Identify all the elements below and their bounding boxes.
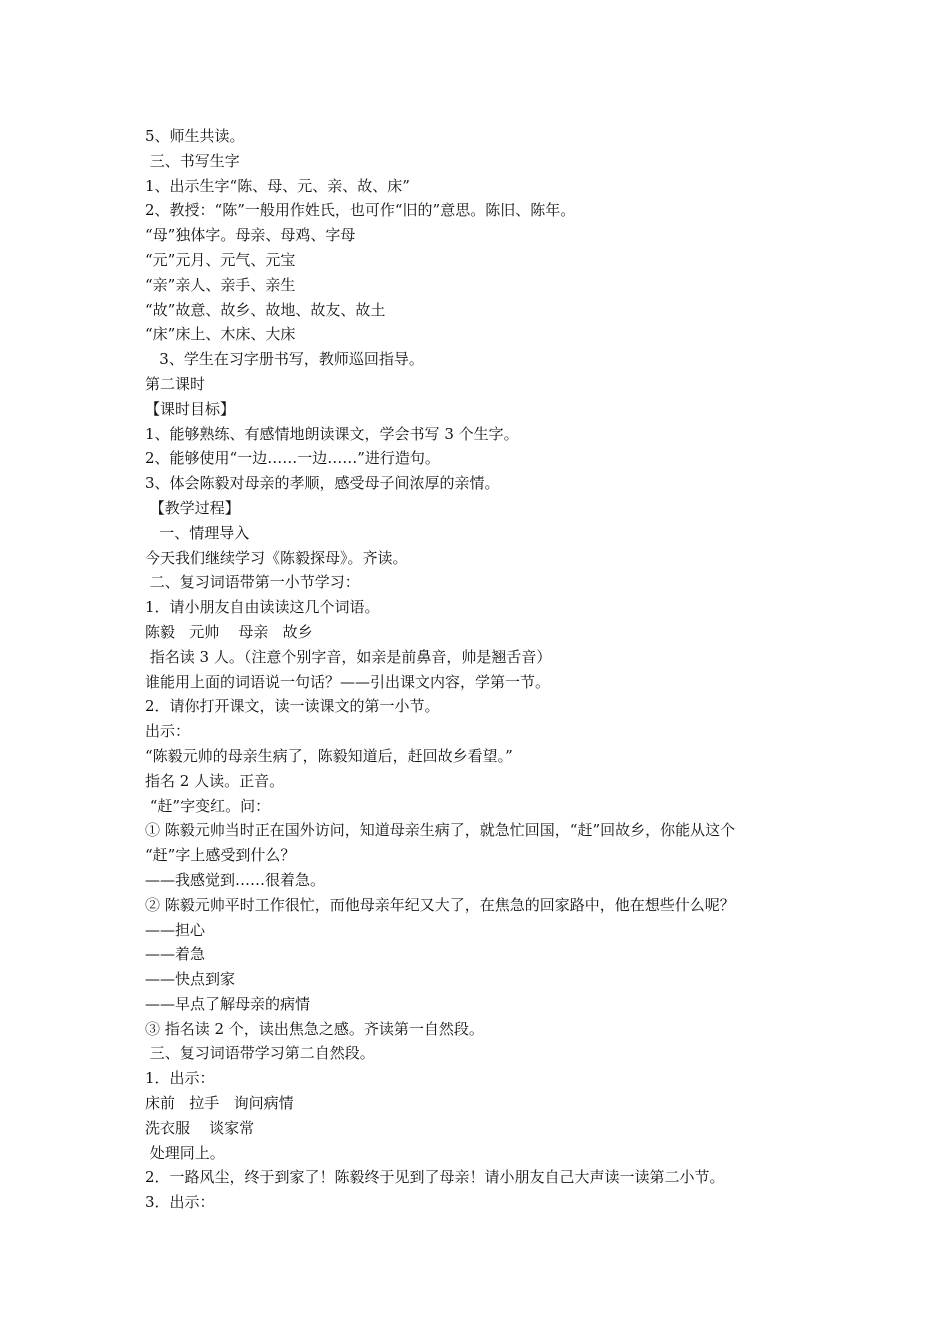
text-line: “陈毅元帅的母亲生病了，陈毅知道后，赶回故乡看望。” [145,746,513,765]
text-line: “母”独体字。母亲、母鸡、字母 [145,226,356,245]
text-line: “亲”亲人、亲手、亲生 [145,275,296,294]
text-line: ② 陈毅元帅平时工作很忙，而他母亲年纪又大了，在焦急的回家路中，他在想些什么呢？ [145,895,735,914]
text-line: ——我感觉到……很着急。 [145,870,326,889]
section-heading: 【教学过程】 [145,498,240,517]
text-line: 洗衣服 谈家常 [145,1118,255,1137]
text-line: ——着急 [145,945,206,964]
text-line: 1、出示生字“陈、母、元、亲、故、床” [145,176,410,195]
section-heading: 【课时目标】 [145,399,236,418]
text-line: 今天我们继续学习《陈毅探母》。齐读。 [145,548,408,567]
text-line: “赶”字变红。问： [145,796,271,815]
text-line: “床”床上、木床、大床 [145,325,296,344]
text-line: 3、体会陈毅对母亲的孝顺，感受母子间浓厚的亲情。 [145,474,500,493]
text-line: 出示： [145,722,191,741]
text-line: 指名读 3 人。（注意个别字音，如亲是前鼻音，帅是翘舌音） [145,647,552,666]
text-line: 1．请小朋友自由读读这几个词语。 [145,598,380,617]
text-line: “故”故意、故乡、故地、故友、故土 [145,300,386,319]
text-line: ——担心 [145,920,206,939]
text-line: “元”元月、元气、元宝 [145,250,296,269]
text-line: 2．请你打开课文，读一读课文的第一小节。 [145,697,440,716]
text-line: 陈毅 元帅 母亲 故乡 [145,622,313,641]
section-heading: 三、书写生字 [145,151,240,170]
lesson-heading: 第二课时 [145,374,206,393]
text-line: 指名 2 人读。正音。 [145,771,285,790]
text-line: 2．一路风尘，终于到家了！陈毅终于见到了母亲！请小朋友自己大声读一读第二小节。 [145,1168,725,1187]
section-heading: 三、复习词语带学习第二自然段。 [145,1044,375,1063]
section-heading: 一、情理导入 [145,523,250,542]
text-line: ——早点了解母亲的病情 [145,994,311,1013]
text-line: 5、师生共读。 [145,127,245,145]
text-line: ③ 指名读 2 个，读出焦急之感。齐读第一自然段。 [145,1019,484,1038]
text-line: 3、学生在习字册书写，教师巡回指导。 [145,350,424,369]
text-line: 床前 拉手 询问病情 [145,1094,294,1113]
text-line: 处理同上。 [145,1143,225,1162]
text-line: 2、教授：“陈”一般用作姓氏，也可作“旧的”意思。陈旧、陈年。 [145,201,576,220]
text-line: 2、能够使用“一边……一边……”进行造句。 [145,449,440,468]
text-line: 谁能用上面的词语说一句话？——引出课文内容，学第一节。 [145,672,551,691]
text-line: ① 陈毅元帅当时正在国外访问，知道母亲生病了，就急忙回国，“赶”回故乡，你能从这个 [145,821,736,840]
text-line: ——快点到家 [145,970,236,989]
text-line: 1．出示： [145,1069,215,1088]
text-line: 1、能够熟练、有感情地朗读课文，学会书写 3 个生字。 [145,424,519,443]
section-heading: 二、复习词语带第一小节学习： [145,573,360,592]
text-line: “赶”字上感受到什么？ [145,846,296,865]
text-line: 3．出示： [145,1193,215,1212]
document-body [145,124,845,1215]
